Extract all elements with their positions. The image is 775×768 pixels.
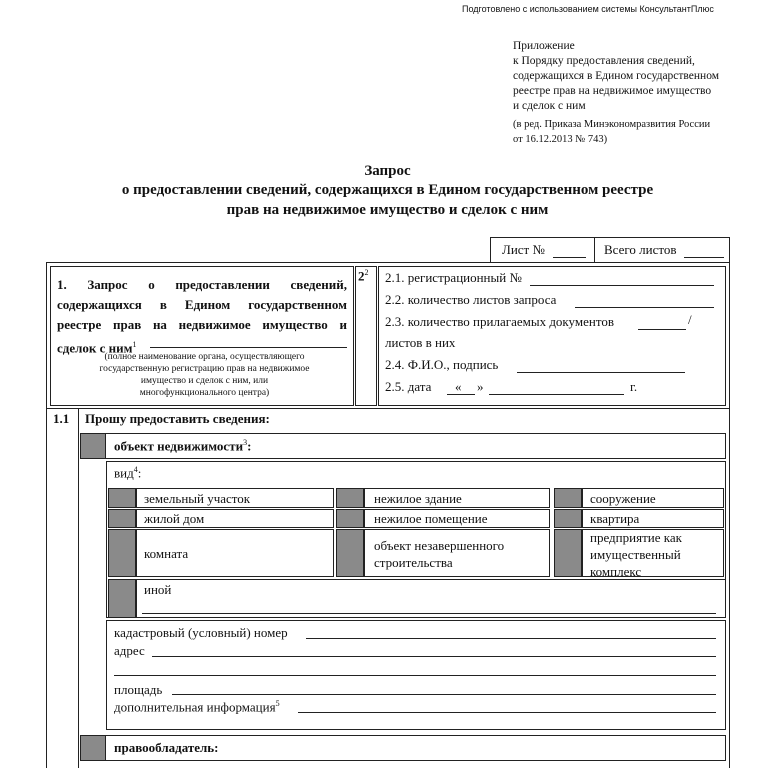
enterprise-label: комплекс — [590, 564, 642, 579]
caption-line: государственную регистрацию прав на недвижимое — [99, 364, 310, 374]
other-checkbox[interactable] — [108, 579, 136, 618]
section-2-num-box — [355, 266, 377, 406]
cadastral-label: кадастровый (условный) номер — [114, 625, 288, 640]
request-sheets-label: 2.2. количество листов запроса — [385, 292, 557, 307]
appendix-line: и сделок с ним — [513, 100, 586, 112]
structure-checkbox[interactable] — [554, 488, 582, 508]
area-field[interactable] — [172, 694, 716, 695]
land-checkbox[interactable] — [108, 488, 136, 508]
section-1-line: сделок с ним — [57, 340, 133, 356]
section-1-line: реестре прав на недвижимое имущество и — [57, 317, 347, 332]
address-field[interactable] — [152, 656, 716, 657]
nonres-premises-label: нежилое помещение — [374, 511, 488, 526]
nonres-premises-checkbox[interactable] — [336, 509, 364, 528]
room-label: комната — [144, 546, 189, 561]
slash: / — [688, 312, 692, 327]
unfinished-label: строительства — [374, 555, 453, 570]
title-line: прав на недвижимое имущество и сделок с ним — [226, 202, 549, 218]
date-quote-close: » — [477, 379, 484, 394]
object-checkbox[interactable] — [80, 433, 106, 459]
unfinished-label: объект незавершенного — [374, 538, 505, 553]
caption-line: (полное наименование органа, осуществляющего — [104, 352, 305, 362]
section-1-label — [57, 275, 347, 358]
registration-body-field[interactable] — [150, 347, 347, 348]
other-label: иной — [144, 582, 172, 597]
owner-checkbox[interactable] — [80, 735, 106, 761]
kind-label: вид$^4$: — [114, 465, 142, 481]
appendix-line: к Порядку предоставления сведений, — [513, 55, 695, 67]
edition-line: от 16.12.2013 № 743) — [513, 134, 608, 145]
page-title: Запрос — [364, 163, 411, 179]
reg-number-field[interactable] — [530, 285, 714, 286]
footnote-ref: 1 — [132, 340, 137, 349]
enterprise-label: имущественный — [590, 547, 681, 562]
cadastral-field[interactable] — [306, 638, 716, 639]
extra-info-field[interactable] — [298, 712, 716, 713]
title-line: о предоставлении сведений, содержащихся в Едином государственном реестре — [121, 182, 654, 198]
area-label: площадь — [114, 682, 163, 697]
other-field[interactable] — [142, 613, 716, 614]
sheet-number-label: Лист № — [502, 242, 545, 257]
prepared-note: Подготовлено с использованием системы КонсультантПлюс — [462, 4, 714, 14]
extra-info-label: дополнительная информация$^5$ — [114, 699, 280, 715]
sheets-in-docs-label: листов в них — [385, 335, 456, 350]
sheet-number-field[interactable] — [553, 257, 586, 258]
owner-label: правообладатель: — [114, 740, 219, 755]
year-suffix: г. — [630, 379, 638, 394]
appendix-line: Приложение — [513, 40, 575, 52]
house-label: жилой дом — [144, 511, 205, 526]
room-checkbox[interactable] — [108, 529, 136, 577]
structure-label: сооружение — [590, 491, 656, 506]
section-1-caption — [62, 351, 347, 399]
nonres-building-label: нежилое здание — [374, 491, 462, 506]
section-11-num-column — [78, 408, 79, 768]
section-1-line: содержащихся в Едином государственном — [57, 297, 347, 312]
request-sheets-field[interactable] — [575, 307, 714, 308]
address-label: адрес — [114, 643, 145, 658]
land-label: земельный участок — [144, 491, 251, 506]
date-quote-open: « — [455, 379, 462, 394]
section-divider — [46, 408, 730, 409]
caption-line: многофункционального центра) — [139, 388, 270, 398]
unfinished-checkbox[interactable] — [336, 529, 364, 577]
caption-line: имущество и сделок с ним, или — [140, 376, 269, 386]
apartment-checkbox[interactable] — [554, 509, 582, 528]
enterprise-label: предприятие как — [590, 530, 682, 545]
fio-signature-field[interactable] — [517, 372, 685, 373]
object-label: объект недвижимости$^3$: — [114, 438, 252, 454]
section-11-num: 1.1 — [53, 411, 70, 426]
attached-docs-label: 2.3. количество прилагаемых документов — [385, 314, 614, 329]
address-field-line2[interactable] — [114, 675, 716, 676]
attached-docs-field[interactable] — [638, 329, 686, 330]
house-checkbox[interactable] — [108, 509, 136, 528]
section-2-num: $2^2$ — [358, 268, 369, 284]
date-label: 2.5. дата — [385, 379, 432, 394]
date-month-year-field[interactable] — [489, 394, 624, 395]
date-day-field[interactable] — [447, 394, 475, 395]
enterprise-checkbox[interactable] — [554, 529, 582, 577]
sheets-divider — [594, 237, 595, 263]
total-sheets-field[interactable] — [684, 257, 724, 258]
reg-number-label: 2.1. регистрационный № — [385, 270, 522, 285]
apartment-label: квартира — [590, 511, 640, 526]
section-11-title: Прошу предоставить сведения: — [85, 411, 270, 426]
edition-line: (в ред. Приказа Минэкономразвития России — [513, 119, 711, 130]
appendix-line: реестре прав на недвижимое имущество — [513, 85, 712, 97]
section-1-line: 1. Запрос о предоставлении сведений, — [57, 277, 347, 292]
total-sheets-label: Всего листов — [604, 242, 677, 257]
nonres-building-checkbox[interactable] — [336, 488, 364, 508]
appendix-line: содержащихся в Едином государственном — [513, 70, 720, 82]
fio-label: 2.4. Ф.И.О., подпись — [385, 357, 499, 372]
